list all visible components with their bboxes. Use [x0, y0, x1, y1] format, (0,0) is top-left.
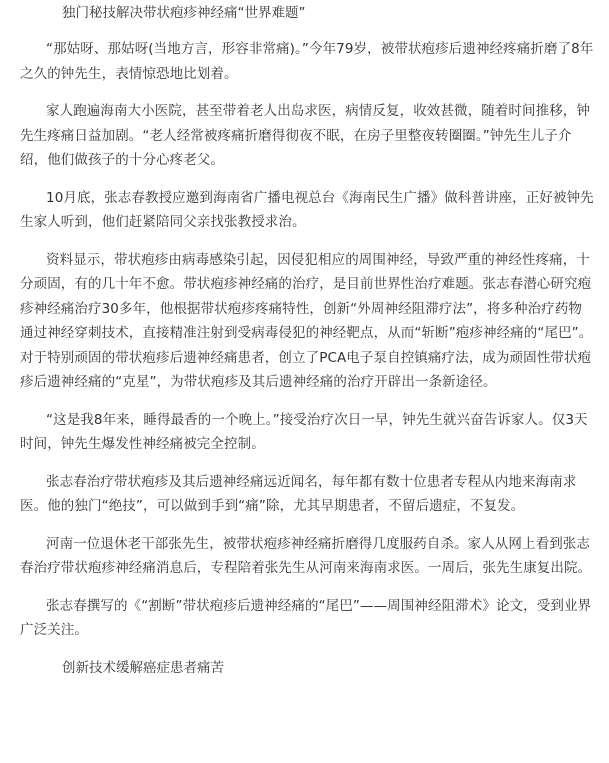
paragraph-4: 资料显示，带状疱疹由病毒感染引起，因侵犯相应的周围神经，导致严重的神经性疼痛，十分顽固，有的几十年不愈。带状疱疹神经痛的治疗，是目前世界性治疗难题。张志春潜心研究疱疹神经痛治疗30多年，他根据带状疱疹疼痛特性，创新“外周神经阻滞疗法”，将多种治疗药物通过神经穿刺技术，直接精准注射到受病毒侵犯的神经靶点，从而“斩断”疱疹神经痛的“尾巴”。对于特别顽固的带状疱疹后遗神经痛患者，创立了PCA电子泵自控镇痛疗法，成为顽固性带状疱疹后遗神经痛的“克星”，为带状疱疹及其后遗神经痛的治疗开辟出一条新途径。 [20, 251, 593, 390]
paragraph-7: 河南一位退休老干部张先生，被带状疱疹神经痛折磨得几度服药自杀。家人从网上看到张志春治疗带状疱疹神经痛消息后，专程陪着张先生从河南来海南求医。一周后，张先生康复出院。 [20, 535, 592, 576]
paragraph-6: 张志春治疗带状疱疹及其后遗神经痛远近闻名，每年都有数十位患者专程从内地来海南求医。他的独门“绝技”，可以做到手到“痛”除，尤其早期患者，不留后遗症，不复发。 [20, 473, 577, 514]
article-body [20, 0, 595, 692]
paragraph-8: 张志春撰写的《“割断”带状疱疹后遗神经痛的“尾巴”——周围神经阻滞术》论文，受到业界广泛关注。 [20, 597, 592, 638]
paragraph-1: “那姑呀、那姑呀(当地方言，形容非常痛)。”今年79岁，被带状疱疹后遗神经疼痛折磨了8年之久的钟先生，表情惊恐地比划着。 [20, 41, 594, 82]
section-heading-bottom: 创新技术缓解癌症患者痛苦 [62, 659, 224, 676]
paragraph-5: “这是我8年来，睡得最香的一个晚上。”接受治疗次日一早，钟先生就兴奋告诉家人。仅3天时间，钟先生爆发性神经痛被完全控制。 [20, 411, 588, 452]
paragraph-3: 10月底，张志春教授应邀到海南省广播电视总台《海南民生广播》做科普讲座，正好被钟先生家人听到，他们赶紧陪同父亲找张教授求治。 [20, 189, 594, 230]
section-heading-top: 独门秘技解决带状疱疹神经痛“世界难题” [62, 5, 306, 21]
paragraph-2: 家人跑遍海南大小医院，甚至带着老人出岛求医，病情反复，收效甚微，随着时间推移，钟先生疼痛日益加剧。“老人经常被疼痛折磨得彻夜不眠，在房子里整夜转圈圈。”钟先生儿子介绍，他们做孩子的十分心疼老父。 [20, 103, 590, 168]
